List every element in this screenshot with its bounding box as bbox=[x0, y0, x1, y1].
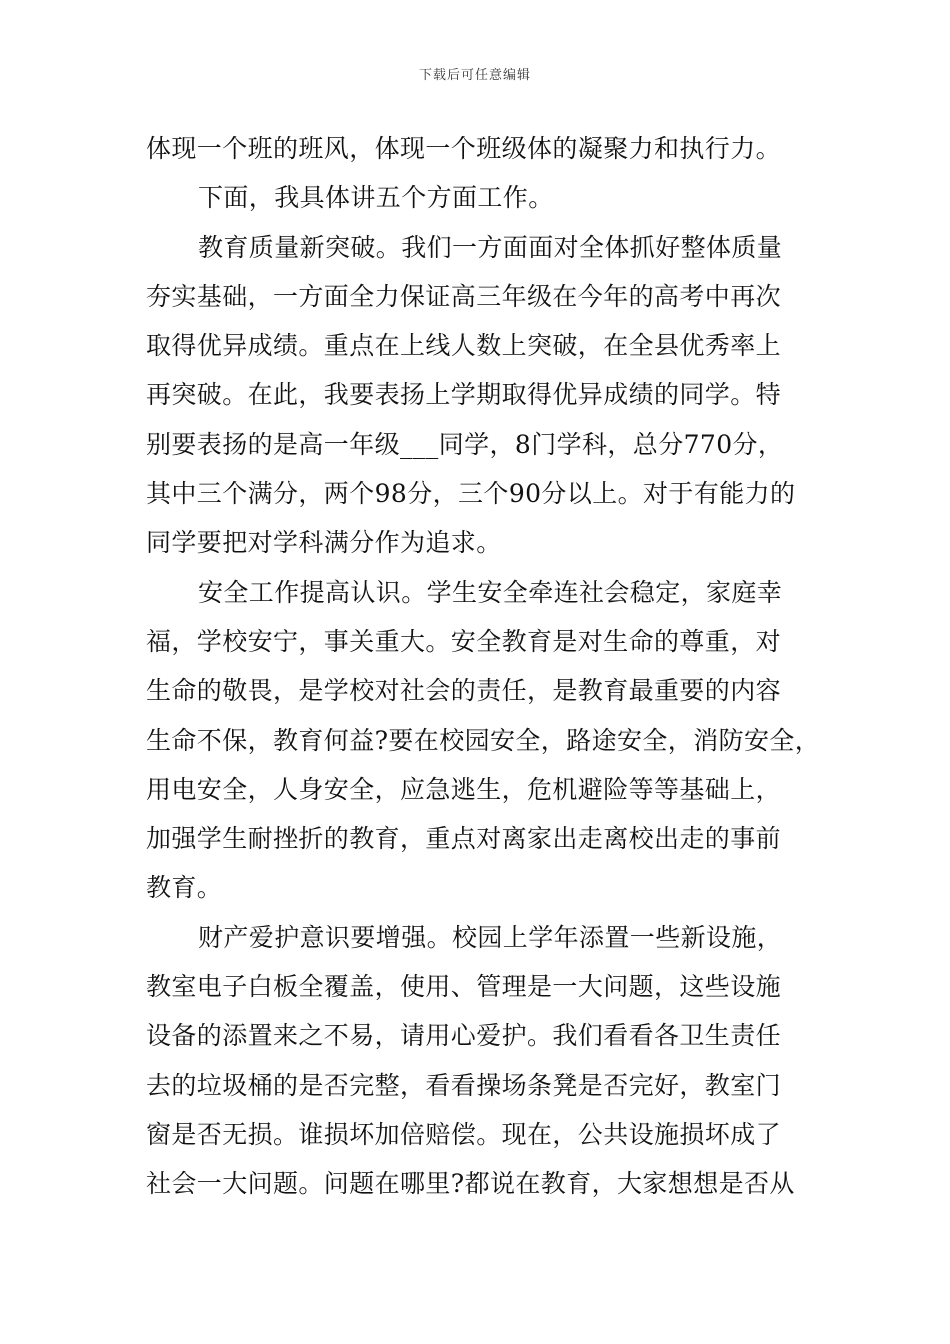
text-line: 教育。 bbox=[146, 873, 223, 903]
text-line: 同学要把对学科满分作为追求。 bbox=[146, 528, 502, 558]
text-line: 用电安全，人身安全，应急逃生，危机避险等等基础上， bbox=[146, 774, 782, 804]
text-line: 生命不保，教育何益?要在校园安全，路途安全，消防安全， bbox=[146, 725, 821, 755]
text-line: 教育质量新突破。我们一方面面对全体抓好整体质量 bbox=[198, 232, 783, 262]
text-line: 其中三个满分，两个98分，三个90分以上。对于有能力的 bbox=[146, 479, 796, 509]
text-line: 别要表扬的是高一年级___同学，8门学科，总分770分， bbox=[146, 429, 784, 459]
text-line: 生命的敬畏，是学校对社会的责任，是教育最重要的内容 bbox=[146, 676, 782, 706]
text-line: 再突破。在此，我要表扬上学期取得优异成绩的同学。特 bbox=[146, 380, 782, 410]
text-line: 安全工作提高认识。学生安全牵连社会稳定，家庭幸 bbox=[198, 577, 783, 607]
text-line: 教室电子白板全覆盖，使用、管理是一大问题，这些设施 bbox=[146, 972, 782, 1002]
text-line: 体现一个班的班风，体现一个班级体的凝聚力和执行力。 bbox=[146, 134, 782, 163]
text-line: 夯实基础，一方面全力保证高三年级在今年的高考中再次 bbox=[146, 281, 782, 311]
text-line: 窗是否无损。谁损坏加倍赔偿。现在，公共设施损坏成了 bbox=[146, 1119, 782, 1149]
text-line: 设备的添置来之不易，请用心爱护。我们看看各卫生责任 bbox=[146, 1021, 782, 1051]
text-line: 财产爱护意识要增强。校园上学年添置一些新设施， bbox=[198, 922, 783, 952]
text-line: 社会一大问题。问题在哪里?都说在教育，大家想想是否从 bbox=[146, 1169, 795, 1199]
text-line: 去的垃圾桶的是否完整，看看操场条凳是否完好，教室门 bbox=[146, 1070, 782, 1100]
text-line: 取得优异成绩。重点在上线人数上突破，在全县优秀率上 bbox=[146, 331, 782, 361]
text-line: 加强学生耐挫折的教育，重点对离家出走离校出走的事前 bbox=[146, 824, 782, 854]
text-line: 福，学校安宁，事关重大。安全教育是对生命的尊重，对 bbox=[146, 626, 782, 656]
document-body bbox=[146, 124, 826, 1209]
page-header: 下载后可任意编辑 bbox=[418, 68, 531, 83]
text-line: 下面，我具体讲五个方面工作。 bbox=[198, 183, 554, 213]
